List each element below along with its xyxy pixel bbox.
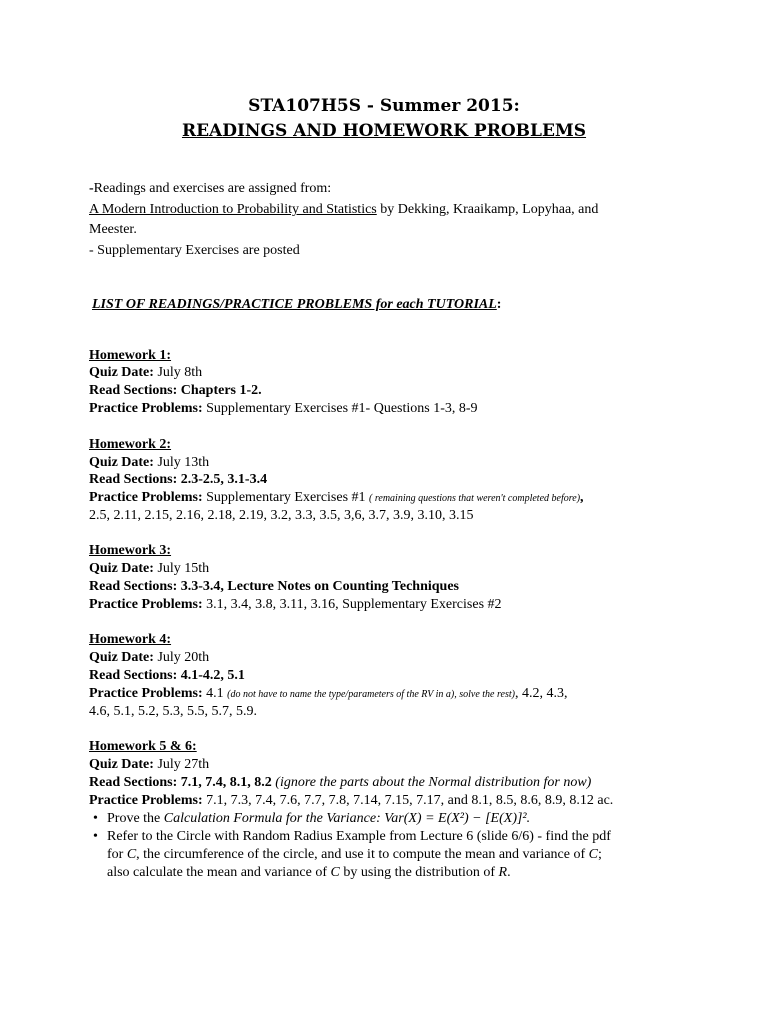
hw2-quiz: Quiz Date: July 13th bbox=[89, 455, 210, 470]
hw3-practice: Practice Problems: 3.1, 3.4, 3.8, 3.11, 3.16, Supplementary Exercises #2 bbox=[89, 597, 502, 612]
hw4-practice-cont: 4.6, 5.1, 5.2, 5.3, 5.5, 5.7, 5.9. bbox=[89, 704, 257, 719]
hw56-bullet-circle: Refer to the Circle with Random Radius Example from Lecture 6 (slide 6/6) - find the pdf bbox=[107, 829, 611, 844]
book-title: A Modern Introduction to Probability and Statistics bbox=[89, 202, 377, 217]
hw3-quiz: Quiz Date: July 15th bbox=[89, 561, 210, 576]
document-subtitle: READINGS AND HOMEWORK PROBLEMS bbox=[181, 121, 587, 141]
hw4-title: Homework 4: bbox=[89, 632, 172, 647]
hw1-read: Read Sections: Chapters 1-2. bbox=[89, 383, 262, 398]
hw1-title: Homework 1: bbox=[89, 348, 172, 363]
hw4-read: Read Sections: 4.1-4.2, 5.1 bbox=[89, 668, 245, 683]
book-reference: A Modern Introduction to Probability and Statistics by Dekking, Kraaikamp, Lopyhaa, and bbox=[89, 202, 599, 217]
hw4-quiz: Quiz Date: July 20th bbox=[89, 650, 210, 665]
hw2-read: Read Sections: 2.3-2.5, 3.1-3.4 bbox=[89, 472, 268, 487]
intro-line: -Readings and exercises are assigned from: bbox=[89, 181, 332, 196]
hw56-bullet-variance: Prove the Calculation Formula for the Variance: Var(X) = E(X²) − [E(X)]². bbox=[107, 811, 531, 826]
hw2-title: Homework 2: bbox=[89, 437, 172, 452]
hw56-bullet-circle-l2: for C, the circumference of the circle, and use it to compute the mean and variance of C; bbox=[107, 847, 602, 862]
list-heading: LIST OF READINGS/PRACTICE PROBLEMS for each TUTORIAL: bbox=[92, 297, 502, 312]
hw3-read: Read Sections: 3.3-3.4, Lecture Notes on Counting Techniques bbox=[89, 579, 459, 594]
hw1-quiz: Quiz Date: July 8th bbox=[89, 365, 203, 380]
document-title: STA107H5S - Summer 2015: bbox=[248, 96, 520, 116]
hw2-practice-cont: 2.5, 2.11, 2.15, 2.16, 2.18, 2.19, 3.2, 3.3, 3.5, 3,6, 3.7, 3.9, 3.10, 3.15 bbox=[89, 508, 474, 523]
hw56-bullet-circle-l3: also calculate the mean and variance of C by using the distribution of R. bbox=[107, 865, 511, 880]
hw56-title: Homework 5 & 6: bbox=[89, 739, 197, 754]
hw56-read: Read Sections: 7.1, 7.4, 8.1, 8.2 (ignore the parts about the Normal distribution for now) bbox=[89, 775, 592, 790]
supplementary-note: - Supplementary Exercises are posted bbox=[89, 243, 300, 258]
hw3-title: Homework 3: bbox=[89, 543, 172, 558]
authors-continued: Meester. bbox=[89, 222, 137, 237]
bullet-marker: • bbox=[93, 811, 98, 826]
hw4-practice: Practice Problems: 4.1 (do not have to name the type/parameters of the RV in a), solve the rest), 4.2, 4.3, bbox=[89, 686, 568, 701]
hw56-quiz: Quiz Date: July 27th bbox=[89, 757, 210, 772]
hw56-practice: Practice Problems: 7.1, 7.3, 7.4, 7.6, 7.7, 7.8, 7.14, 7.15, 7.17, and 8.1, 8.5, 8.6, 8.9, 8.12 ac. bbox=[89, 793, 614, 808]
hw1-practice: Practice Problems: Supplementary Exercises #1- Questions 1-3, 8-9 bbox=[89, 401, 478, 416]
bullet-marker: • bbox=[93, 829, 98, 844]
hw2-practice: Practice Problems: Supplementary Exercises #1 ( remaining questions that weren't completed before), bbox=[89, 490, 584, 505]
